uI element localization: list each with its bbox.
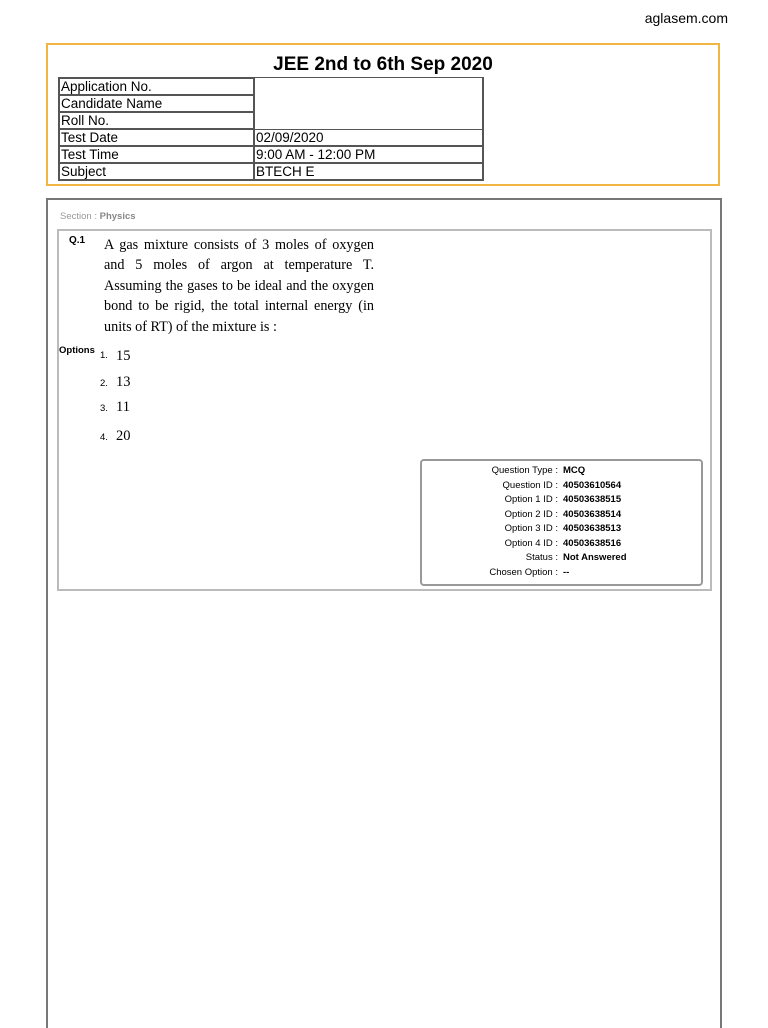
options-label: Options bbox=[59, 345, 95, 356]
meta-key: Option 4 ID : bbox=[504, 537, 558, 549]
info-label: Subject bbox=[59, 163, 254, 180]
option-1-value: 15 bbox=[116, 348, 131, 364]
info-value bbox=[254, 78, 483, 95]
section-name: Physics bbox=[99, 211, 136, 222]
meta-key: Chosen Option : bbox=[489, 566, 558, 578]
info-label: Roll No. bbox=[59, 112, 254, 129]
meta-key: Option 2 ID : bbox=[504, 508, 558, 520]
info-row-subject bbox=[59, 163, 483, 180]
meta-value: MCQ bbox=[563, 465, 586, 476]
meta-row-option-2-id bbox=[420, 508, 703, 522]
candidate-info-table bbox=[58, 77, 484, 181]
info-label: Test Date bbox=[59, 129, 254, 146]
meta-value: 40503610564 bbox=[563, 479, 622, 491]
meta-key: Question ID : bbox=[502, 479, 558, 491]
info-value bbox=[254, 112, 483, 129]
info-value: 9:00 AM - 12:00 PM bbox=[254, 146, 483, 163]
meta-value: 40503638515 bbox=[563, 494, 622, 505]
meta-value: -- bbox=[563, 566, 570, 578]
meta-value: 40503638513 bbox=[563, 523, 622, 534]
question-number: Q.1 bbox=[69, 235, 86, 246]
section-heading bbox=[60, 211, 136, 222]
option-1-number: 1. bbox=[100, 350, 108, 361]
info-row-application bbox=[59, 78, 483, 95]
option-2-number: 2. bbox=[100, 378, 108, 389]
meta-row-option-4-id bbox=[420, 537, 703, 551]
info-value: BTECH E bbox=[254, 163, 483, 180]
info-row-candidate bbox=[59, 95, 483, 112]
info-row-date bbox=[59, 129, 483, 146]
info-value bbox=[254, 95, 483, 112]
question-text: A gas mixture consists of 3 moles of oxygen and 5 moles of argon at temperature T. Assuming the gases to be ideal and the oxygen bond to be rigid, the total internal energy (in units of RT) of the mixture is : bbox=[104, 237, 374, 335]
info-label: Test Time bbox=[59, 146, 254, 163]
info-label: Candidate Name bbox=[59, 95, 254, 112]
meta-value: 40503638514 bbox=[563, 508, 622, 520]
meta-row-question-type bbox=[420, 464, 703, 478]
info-row-roll bbox=[59, 112, 483, 129]
meta-key: Option 3 ID : bbox=[504, 523, 558, 534]
exam-title: JEE 2nd to 6th Sep 2020 bbox=[273, 54, 493, 75]
meta-key: Option 1 ID : bbox=[504, 494, 558, 505]
section-prefix: Section : bbox=[60, 211, 97, 222]
meta-row-option-1-id bbox=[420, 493, 703, 507]
option-4-number: 4. bbox=[100, 432, 108, 443]
option-3-number: 3. bbox=[100, 403, 108, 414]
meta-row-option-3-id bbox=[420, 522, 703, 536]
option-2-value: 13 bbox=[116, 374, 131, 390]
site-name: aglasem.com bbox=[644, 10, 728, 26]
meta-key: Status : bbox=[525, 552, 558, 563]
meta-row-chosen-option bbox=[420, 566, 703, 580]
info-row-time bbox=[59, 146, 483, 163]
meta-value: Not Answered bbox=[563, 552, 627, 563]
info-value: 02/09/2020 bbox=[254, 129, 483, 146]
option-4-value: 20 bbox=[116, 428, 131, 444]
meta-row-question-id bbox=[420, 479, 703, 493]
option-3-value: 11 bbox=[116, 399, 130, 415]
meta-key: Question Type : bbox=[491, 465, 558, 476]
info-label: Application No. bbox=[59, 78, 254, 95]
meta-value: 40503638516 bbox=[563, 537, 622, 549]
meta-row-status bbox=[420, 551, 703, 565]
